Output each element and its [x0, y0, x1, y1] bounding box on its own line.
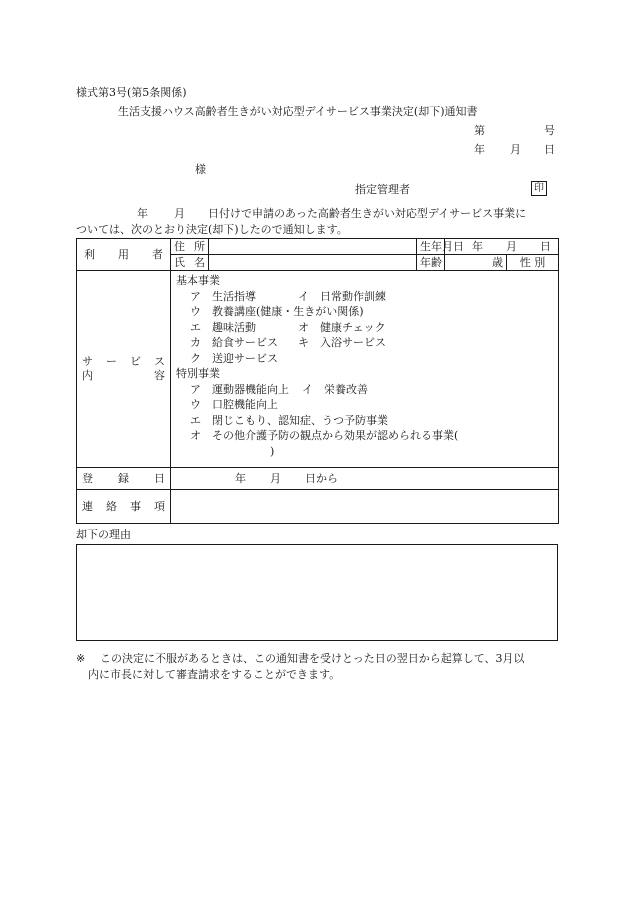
reason-label: 却下の理由: [76, 528, 131, 541]
service-content: [171, 271, 559, 468]
body-line2: ついては、次のとおり決定(却下)したので通知します。: [76, 223, 348, 236]
note-line2: 内に市長に対して審査請求をすることができます。: [88, 668, 341, 681]
form-number: 様式第3号(第5条関係): [76, 86, 187, 99]
special-heading: 特別事業: [176, 367, 220, 380]
basic-row: ウ 教養講座(健康・生きがい関係): [190, 305, 364, 318]
reg-label: 登 録 日: [77, 468, 171, 490]
address-value: [209, 239, 417, 255]
body-line1-month: 月: [174, 207, 185, 220]
document-title: 生活支援ハウス高齢者生きがい対応型デイサービス事業決定(却下)通知書: [118, 105, 478, 118]
notice-table: [76, 238, 559, 524]
note-line1: この決定に不服があるときは、この通知書を受けとった日の翌日から起算して、3月以: [100, 652, 525, 665]
basic-row: カ 給食サービス キ 入浴サービス: [190, 336, 386, 349]
address-label: 住 所: [171, 239, 209, 255]
special-close: ): [270, 444, 275, 458]
body-line1-year: 年: [137, 207, 148, 220]
date-day: 日: [544, 143, 555, 156]
sex-label: 性 別: [507, 255, 559, 271]
reason-box: [76, 544, 558, 641]
contact-label: 連 絡 事 項: [77, 490, 171, 524]
service-label-cell: サ ー ビ ス 内 容: [77, 271, 171, 468]
basic-row: ク 送迎サービス: [190, 351, 278, 365]
age-label: 年 齢: [417, 255, 445, 271]
doc-no-suffix: 号: [544, 124, 555, 137]
special-row: オ その他介護予防の観点から効果が認められる事業(: [190, 429, 459, 442]
user-label-cell: 利 用 者: [77, 239, 171, 271]
special-row: ウ 口腔機能向上: [190, 398, 278, 411]
doc-no-prefix: 第: [474, 124, 485, 137]
special-row: ア 運動器機能向上 イ 栄養改善: [190, 382, 368, 396]
contact-value: [171, 490, 559, 524]
seal-mark: 印: [531, 181, 547, 196]
name-value: [209, 255, 417, 271]
name-label: 氏 名: [171, 255, 209, 271]
reg-value: 年 月 日から: [171, 468, 559, 490]
age-value: 歳: [445, 255, 507, 271]
date-year: 年: [474, 143, 485, 156]
date-month: 月: [510, 143, 521, 156]
special-row: エ 閉じこもり、認知症、うつ予防事業: [190, 413, 388, 427]
note-mark: ※: [76, 652, 86, 665]
birth-label: 生 年 月 日: [417, 239, 445, 255]
basic-row: ア 生活指導 イ 日常動作訓練: [190, 289, 386, 303]
birth-date-value: 年 月 日: [445, 239, 559, 255]
body-line1-rest: 日付けで申請のあった高齢者生きがい対応型デイサービス事業に: [208, 207, 527, 220]
basic-heading: 基本事業: [176, 274, 220, 287]
manager-label: 指定管理者: [355, 183, 410, 196]
basic-row: エ 趣味活動 オ 健康チェック: [190, 320, 386, 334]
addressee-suffix: 様: [195, 163, 206, 176]
